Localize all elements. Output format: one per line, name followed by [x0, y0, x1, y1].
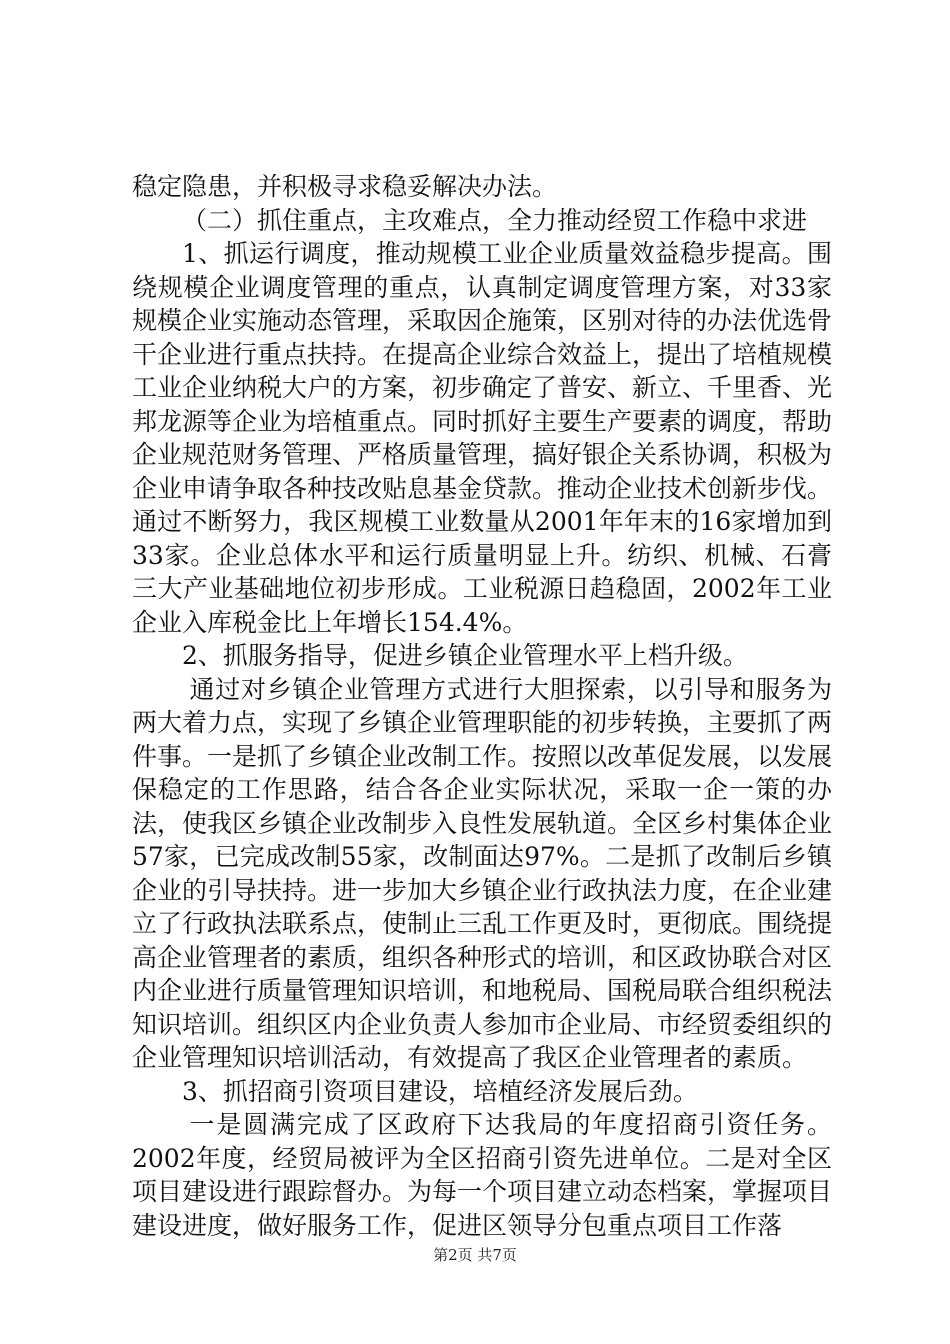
page-footer: 第2页 共7页: [433, 1246, 517, 1264]
paragraph-township-enterprises: 通过对乡镇企业管理方式进行大胆探索，以引导和服务为两大着力点，实现了乡镇企业管理职能的初步转换，主要抓了两件事。一是抓了乡镇企业改制工作。按照以改革促发展，以发展保稳定的工作思路，结合各企业实际状况，采取一企一策的办法，使我区乡镇企业改制步入良性发展轨道。全区乡村集体企业57家，已完成改制55家，改制面达97%。二是抓了改制后乡镇企业的引导扶持。进一步加大乡镇企业行政执法力度，在企业建立了行政执法联系点，使制止三乱工作更及时，更彻底。围绕提高企业管理者的素质，组织各种形式的培训，和区政协联合对区内企业进行质量管理知识培训，和地税局、国税局联合组织税法知识培训。组织区内企业负责人参加市企业局、市经贸委组织的企业管理知识培训活动，有效提高了我区企业管理者的素质。: [132, 674, 833, 1072]
paragraph-continuation: 稳定隐患，并积极寻求稳妥解决办法。: [132, 172, 558, 201]
subheading-service-guidance: 2、抓服务指导，促进乡镇企业管理水平上档升级。: [182, 641, 748, 670]
paragraph-investment-tasks: 一是圆满完成了区政府下达我局的年度招商引资任务。2002年度，经贸局被评为全区招商引资先进单位。二是对全区项目建设进行跟踪督办。为每一个项目建立动态档案，掌握项目建设进度，做好服务工作，促进区领导分包重点项目工作落: [132, 1110, 833, 1240]
document-body: [132, 170, 832, 1242]
subheading-investment-projects: 3、抓招商引资项目建设，培植经济发展后劲。: [182, 1076, 698, 1106]
section-heading: （二）抓住重点，主攻难点，全力推动经贸工作稳中求进: [182, 205, 808, 235]
paragraph-operation-scheduling: 1、抓运行调度，推动规模工业企业质量效益稳步提高。围绕规模企业调度管理的重点，认真制定调度管理方案，对33家规模企业实施动态管理，采取因企施策，区别对待的办法优选骨干企业进行重点扶持。在提高企业综合效益上，提出了培植规模工业企业纳税大户的方案，初步确定了普安、新立、千里香、光邦龙源等企业为培植重点。同时抓好主要生产要素的调度，帮助企业规范财务管理、严格质量管理，搞好银企关系协调，积极为企业申请争取各种技改贴息基金贷款。推动企业技术创新步伐。通过不断努力，我区规模工业数量从2001年年末的16家增加到33家。企业总体水平和运行质量明显上升。纺织、机械、石膏三大产业基础地位初步形成。工业税源日趋稳固，2002年工业企业入库税金比上年增长154.4%。: [132, 239, 833, 637]
